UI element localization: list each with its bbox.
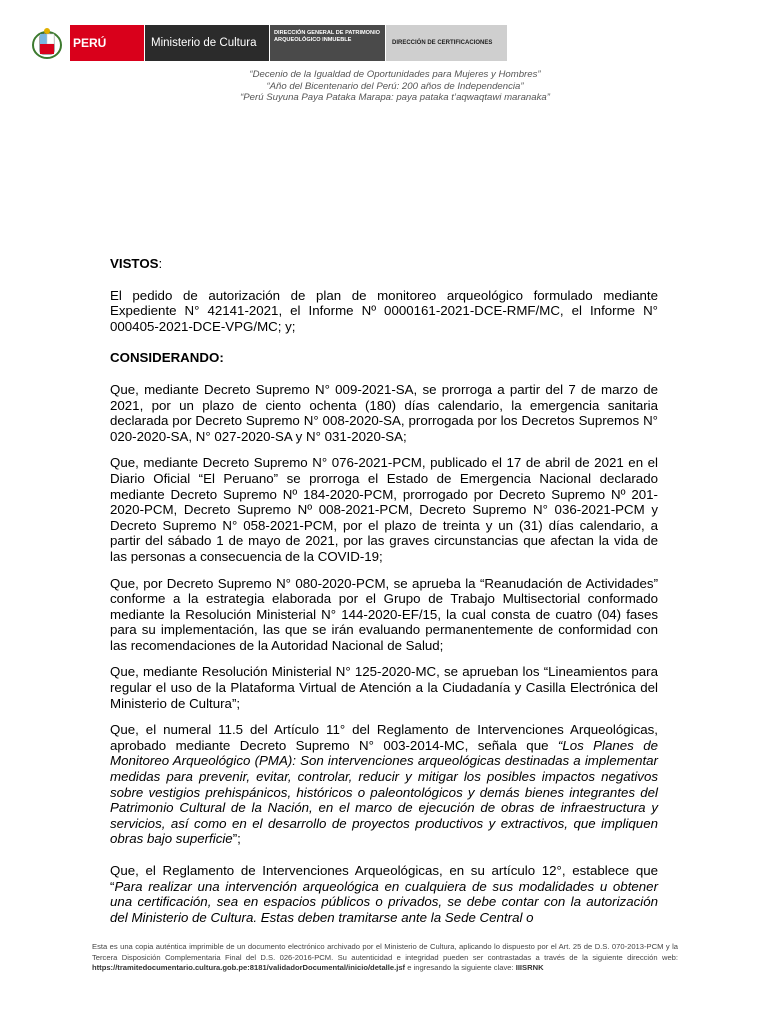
official-mottos <box>170 69 620 104</box>
paragraph-2: Que, mediante Decreto Supremo N° 076-2021-PCM, publicado el 17 de abril de 2021 en el Diario Oficial “El Peruano” se prorroga el Estado de Emergencia Nacional declarado mediante Decreto Supremo Nº 184-2020-PCM, prorrogado por Decreto Supremo Nº 201-2020-PCM, Decreto Supremo Nº 008-2021-PCM, Decreto Supremo N° 036-2021-PCM y Decreto Supremo N° 058-2021-PCM, por el plazo de treinta y un (31) días calendario, a partir del sábado 1 de mayo de 2021, por las graves circunstancias que afectan la vida de las personas a consecuencia de la COVID-19; <box>110 455 658 564</box>
ministry-text: Ministerio de Cultura <box>151 37 257 49</box>
footer-key-text: e ingresando la siguiente clave: <box>405 963 516 973</box>
paragraph-5: Que, el numeral 11.5 del Artículo 11° del Reglamento de Intervenciones Arqueológicas, aprobado mediante Decreto Supremo N° 003-2014-MC, señala que “Los Planes de Monitoreo Arqueológico (PMA): Son intervenciones arqueológicas destinadas a implementar medidas para prevenir, evitar, controlar, reducir y mitigar los posibles impactos negativos sobre vestigios prehispánicos, históricos o paleontológicos y demás bienes integrantes del Patrimonio Cultural de la Nación, en el marco de ejecución de obras de infraestructura y servicios, así como en el desarrollo de proyectos productivos y extractivos, que impliquen obras bajo superficie”; <box>110 722 659 847</box>
paragraph-1: Que, mediante Decreto Supremo N° 009-2021-SA, se prorroga a partir del 7 de marzo de 2021, por un plazo de ciento ochenta (180) días calendario, la emergencia sanitaria declarada por Decreto Supremo N° 008-2020-SA, prorrogada por los Decretos Supremos N° 020-2020-SA, N° 027-2020-SA y N° 031-2020-SA; <box>110 381 658 444</box>
coat-of-arms-icon <box>30 25 64 61</box>
vistos-paragraph: El pedido de autorización de plan de monitoreo arqueológico formulado mediante Expediente N° 42141-2021, el Informe Nº 0000161-2021-DCE-RMF/MC, el Informe N° 000405-2021-DCE-VPG/MC; y; <box>110 287 658 334</box>
authenticity-footer <box>92 942 678 974</box>
motto-line: “Decenio de la Igualdad de Oportunidades para Mujeres y Hombres” <box>249 69 541 80</box>
directorate-label <box>269 25 385 61</box>
office-text: DIRECCIÓN DE CERTIFICACIONES <box>392 40 493 46</box>
considerando-heading: CONSIDERANDO: <box>110 350 224 366</box>
paragraph-4: Que, mediante Resolución Ministerial N° 125-2020-MC, se aprueban los “Lineamientos para regular el uso de la Plataforma Virtual de Atención a la Ciudadanía y Casilla Electrónica del Ministerio de Cultura”; <box>110 664 658 711</box>
directorate-text: DIRECCIÓN GENERAL DE PATRIMONIO ARQUEOLÓGICO INMUEBLE <box>274 30 380 43</box>
paragraph-3: Que, por Decreto Supremo N° 080-2020-PCM, se aprueba la “Reanudación de Actividades” conforme a la estrategia elaborada por el Grupo de Trabajo Multisectorial conformado mediante la Resolución Ministerial N° 144-2020-EF/15, la cual consta de cuatro (04) fases para su implementación, las que se irán evaluando permanentemente de conformidad con las recomendaciones de la Autoridad Nacional de Salud; <box>110 575 658 653</box>
footer-text: Esta es una copia auténtica imprimible de un documento electrónico archivado por el Ministerio de Cultura, aplicando lo dispuesto por el Art. 25 de D.S. 070-2013-PCM y la Tercera Disposición Complementaria Final del D.S. 026-2016-PCM. Su autenticidad e integridad pueden ser contrastadas a través de la siguiente dirección web: <box>92 942 678 962</box>
vistos-heading: VISTOS: <box>110 256 163 271</box>
validation-link[interactable]: https://tramitedocumentario.cultura.gob.pe:8181/validadorDocumental/inicio/detalle.jsf <box>92 963 406 973</box>
ministry-label <box>144 25 269 61</box>
motto-line: “Perú Suyuna Paya Pataka Marapa: paya pataka t’aqwaqtawi maranaka” <box>240 92 550 103</box>
country-text: PERÚ <box>73 36 107 50</box>
paragraph-6: Que, el Reglamento de Intervenciones Arqueológicas, en su artículo 12°, establece que “Para realizar una intervención arqueológica en cualquiera de sus modalidades u obtener una certificación, sea en espacios públicos o privados, se debe contar con la autorización del Ministerio de Cultura. Estas deben tramitarse ante la Sede Central o <box>110 863 658 925</box>
office-label <box>385 25 507 61</box>
letterhead-banner <box>30 25 507 61</box>
country-label <box>70 25 144 61</box>
motto-line: “Año del Bicentenario del Perú: 200 años de Independencia” <box>266 80 524 92</box>
validation-key: IIISRNK <box>515 963 544 973</box>
document-body <box>110 256 658 936</box>
